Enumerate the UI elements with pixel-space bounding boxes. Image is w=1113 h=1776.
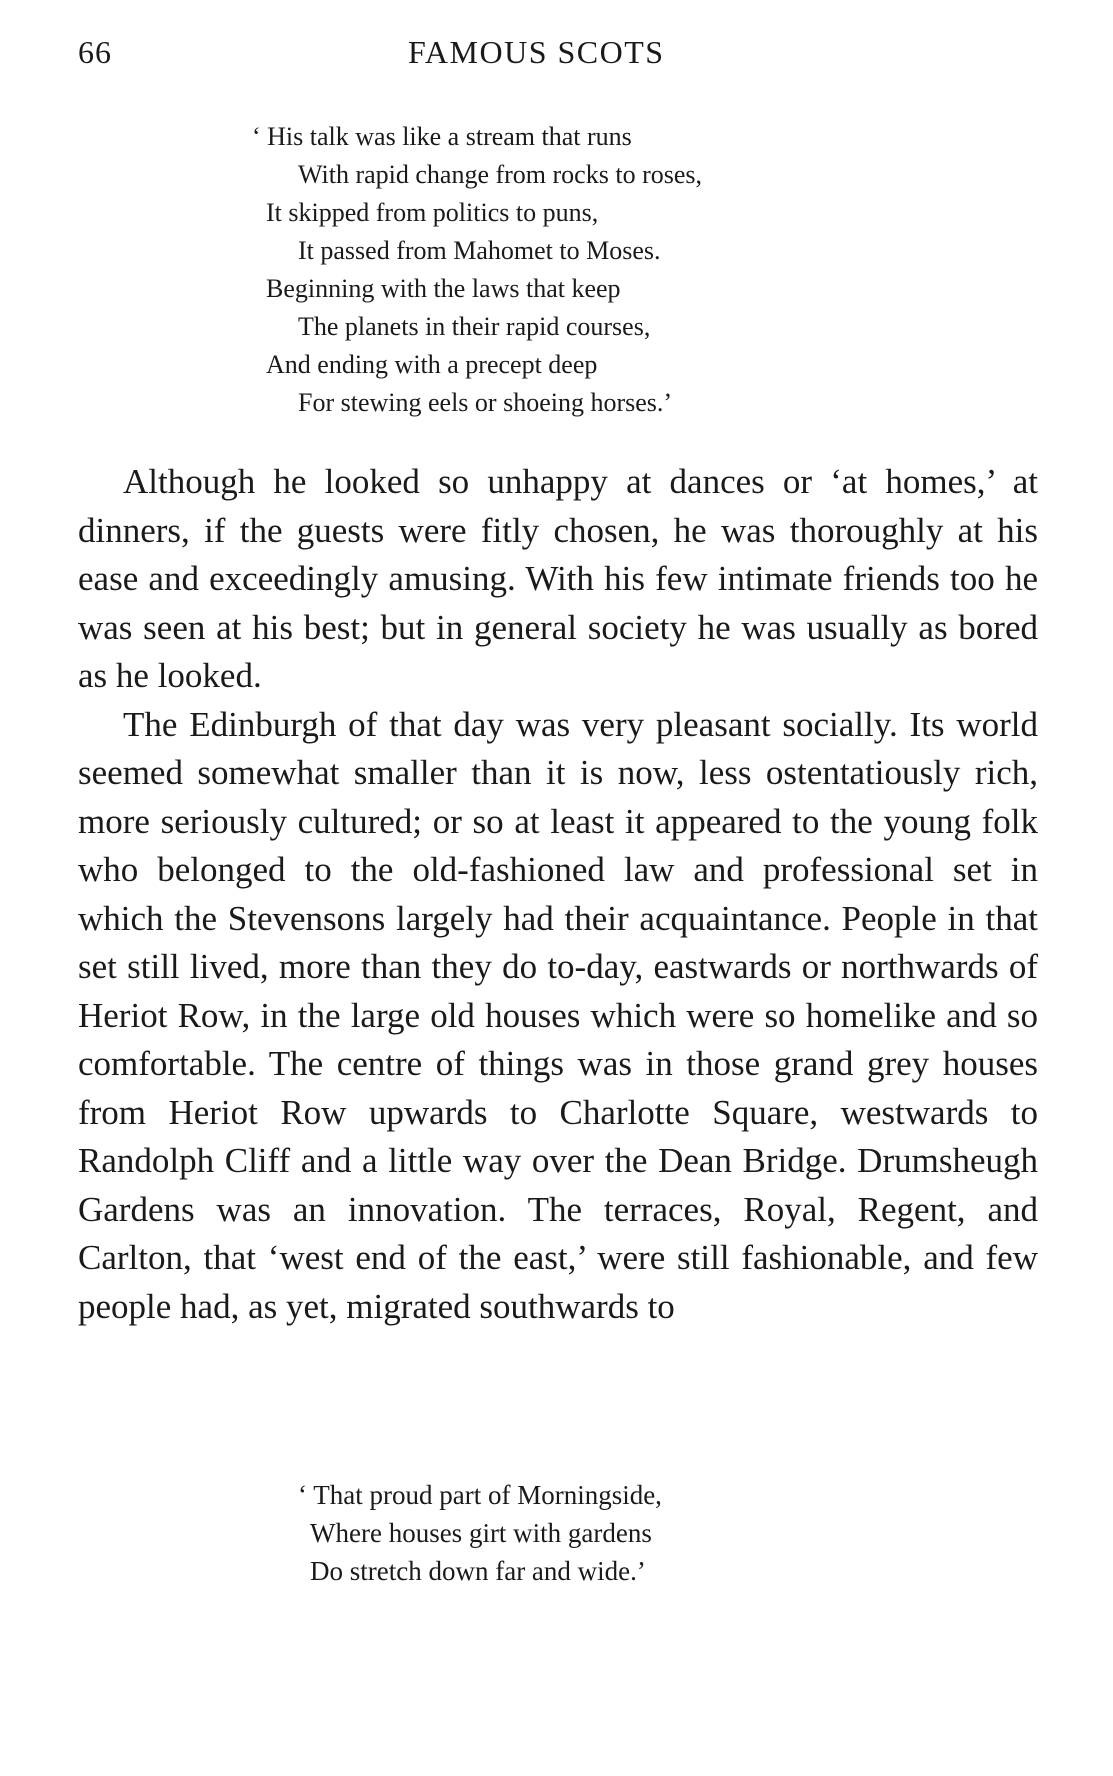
verse-quotation-talk [252,118,703,422]
verse-line: With rapid change from rocks to roses, [298,160,703,189]
page-number: 66 [78,34,112,70]
body-text [78,458,1038,1331]
verse-quotation-morningside [298,1476,662,1590]
verse-line: Do stretch down far and wide.’ [310,1556,646,1586]
verse-line: Where houses girt with gardens [310,1518,652,1548]
verse-line: It skipped from politics to puns, [266,198,599,227]
verse-line: It passed from Mahomet to Moses. [298,236,661,265]
running-title: FAMOUS SCOTS [408,34,665,70]
verse-line: ‘ His talk was like a stream that runs [252,122,632,151]
paragraph: Although he looked so unhappy at dances or ‘at homes,’ at dinners, if the guests were fitly chosen, he was thoroughly at his ease and exceedingly amusing. With his few intimate friends too he was seen at his best; but in general society he was usually as bored as he looked. [78,462,1038,695]
verse-line: ‘ That proud part of Morningside, [298,1480,662,1510]
verse-line: Beginning with the laws that keep [266,274,621,303]
page-header [78,34,1038,84]
paragraph: The Edinburgh of that day was very pleasant socially. Its world seemed somewhat smaller than it is now, less ostentatiously rich, more seriously cultured; or so at least it appeared to the young folk who belonged to the old-fashioned law and professional set in which the Stevensons largely had their acquaintance. People in that set still lived, more than they do to-day, eastwards or northwards of Heriot Row, in the large old houses which were so homelike and so comfortable. The centre of things was in those grand grey houses from Heriot Row upwards to Charlotte Square, westwards to Randolph Cliff and a little way over the Dean Bridge. Drumsheugh Gardens was an innovation. The terraces, Royal, Regent, and Carlton, that ‘west end of the east,’ were still fashionable, and few people had, as yet, migrated southwards to [78,704,1038,1326]
verse-line: For stewing eels or shoeing horses.’ [298,388,673,417]
verse-line: And ending with a precept deep [266,350,598,379]
verse-line: The planets in their rapid courses, [298,312,651,341]
